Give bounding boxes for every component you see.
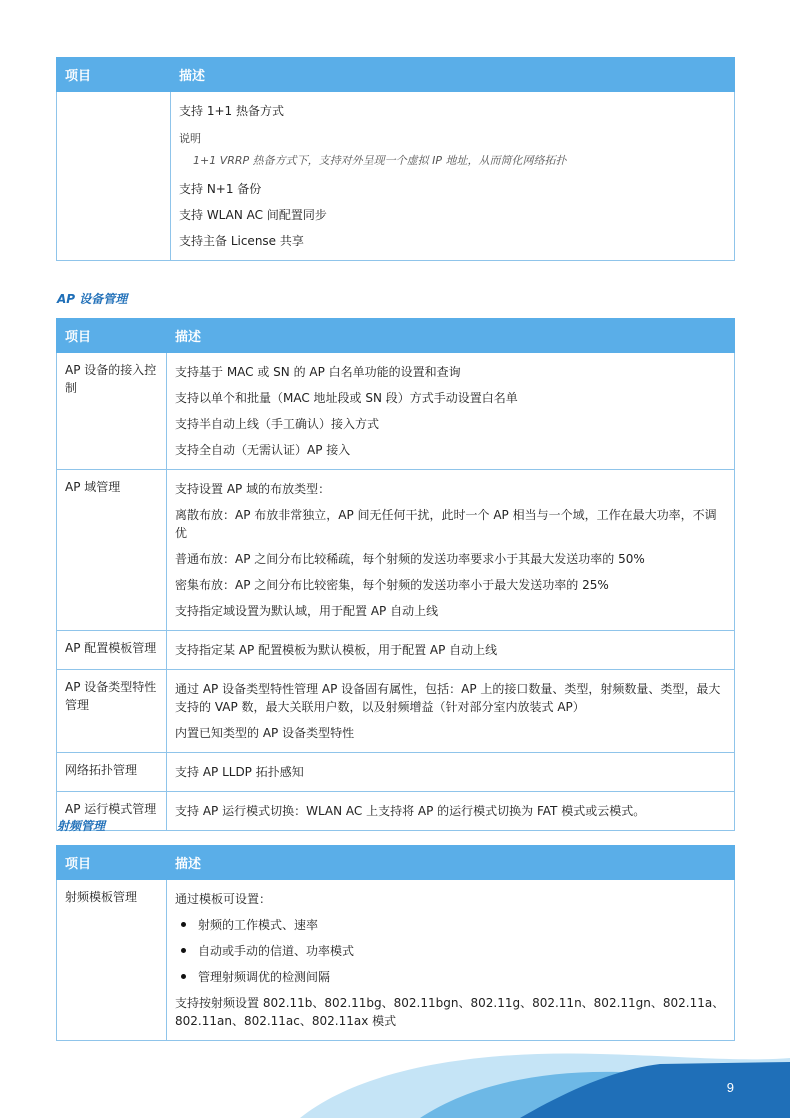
row-label: AP 设备的接入控制 [57, 353, 167, 470]
bullet-text: 射频的工作模式、速率 [198, 918, 319, 932]
row-label: AP 域管理 [57, 470, 167, 631]
description-line: 支持 AP 运行模式切换：WLAN AC 上支持将 AP 的运行模式切换为 FAT 模式或云模式。 [175, 804, 646, 818]
bullet-dot-icon [181, 922, 186, 927]
row-description [167, 470, 735, 631]
table-header-row [57, 58, 735, 92]
description-line: 普通布放：AP 之间分布比较稀疏，每个射频的发送功率要求小于其最大发送功率的 50% [175, 552, 645, 566]
table-row [57, 353, 735, 470]
table-header-row [57, 319, 735, 353]
row-description [167, 353, 735, 470]
row-description [167, 631, 735, 670]
description-line: 支持全自动（无需认证）AP 接入 [175, 443, 351, 457]
table-row [57, 470, 735, 631]
section-title-ap-management: AP 设备管理 [57, 292, 128, 306]
row-description [167, 670, 735, 753]
description-line: 通过 AP 设备类型特性管理 AP 设备固有属性，包括：AP 上的接口数量、类型，射频数量、类型，最大支持的 VAP 数，最大关联用户数，以及射频增益（针对部分室内放装式 AP） [175, 682, 721, 714]
description-line: 支持 1+1 热备方式 [179, 104, 284, 118]
description-line: 内置已知类型的 AP 设备类型特性 [175, 726, 355, 740]
table-row [57, 880, 735, 1041]
description-line: 支持 WLAN AC 间配置同步 [179, 208, 327, 222]
ap-management-table [56, 318, 735, 831]
description-line: 支持以单个和批量（MAC 地址段或 SN 段）方式手动设置白名单 [175, 391, 518, 405]
header-description: 描述 [167, 846, 735, 880]
row-description [167, 880, 735, 1041]
row-label: AP 配置模板管理 [57, 631, 167, 670]
description-line: 支持主备 License 共享 [179, 234, 304, 248]
header-item: 项目 [57, 58, 171, 92]
note-label: 说明 [179, 132, 201, 145]
table-header-row [57, 846, 735, 880]
description-line: 支持 AP LLDP 拓扑感知 [175, 765, 304, 779]
note-text: 1+1 VRRP 热备方式下，支持对外呈现一个虚拟 IP 地址，从而简化网络拓扑 [193, 154, 567, 167]
footer-wave [0, 1040, 790, 1118]
header-description: 描述 [171, 58, 735, 92]
description-line: 离散布放：AP 布放非常独立，AP 间无任何干扰，此时一个 AP 相当与一个域，工作在最大功率，不调优 [175, 508, 717, 540]
redundancy-table [56, 57, 735, 261]
description-line: 通过模板可设置： [175, 892, 272, 906]
bullet-item [175, 964, 726, 990]
description-line: 支持设置 AP 域的布放类型： [175, 482, 331, 496]
table-row [57, 92, 735, 261]
row-description [167, 792, 735, 831]
row-label [57, 92, 171, 261]
bullet-dot-icon [181, 974, 186, 979]
description-line: 支持 N+1 备份 [179, 182, 262, 196]
bullet-item [175, 912, 726, 938]
table-row [57, 670, 735, 753]
row-label: 射频模板管理 [57, 880, 167, 1041]
row-label: 网络拓扑管理 [57, 753, 167, 792]
page-number: 9 [726, 1080, 734, 1095]
description-line: 密集布放：AP 之间分布比较密集，每个射频的发送功率小于最大发送功率的 25% [175, 578, 609, 592]
bullet-item [175, 938, 726, 964]
row-label: AP 设备类型特性管理 [57, 670, 167, 753]
table-row [57, 792, 735, 831]
row-description [171, 92, 735, 261]
table-row [57, 631, 735, 670]
bullet-dot-icon [181, 948, 186, 953]
bullet-text: 管理射频调优的检测间隔 [198, 970, 331, 984]
table-row [57, 753, 735, 792]
bullet-text: 自动或手动的信道、功率模式 [198, 944, 355, 958]
header-item: 项目 [57, 846, 167, 880]
description-line: 支持半自动上线（手工确认）接入方式 [175, 417, 380, 431]
description-line: 支持基于 MAC 或 SN 的 AP 白名单功能的设置和查询 [175, 365, 461, 379]
description-line: 支持指定域设置为默认域，用于配置 AP 自动上线 [175, 604, 439, 618]
row-label: AP 运行模式管理 [57, 792, 167, 831]
row-description [167, 753, 735, 792]
radio-management-table [56, 845, 735, 1041]
description-line: 支持按射频设置 802.11b、802.11bg、802.11bgn、802.11g、802.11n、802.11gn、802.11a、802.11an、802.11ac、802.11ax 模式 [175, 996, 725, 1028]
header-item: 项目 [57, 319, 167, 353]
section-title-radio-management: 射频管理 [57, 819, 106, 833]
description-line: 支持指定某 AP 配置模板为默认模板，用于配置 AP 自动上线 [175, 643, 498, 657]
header-description: 描述 [167, 319, 735, 353]
